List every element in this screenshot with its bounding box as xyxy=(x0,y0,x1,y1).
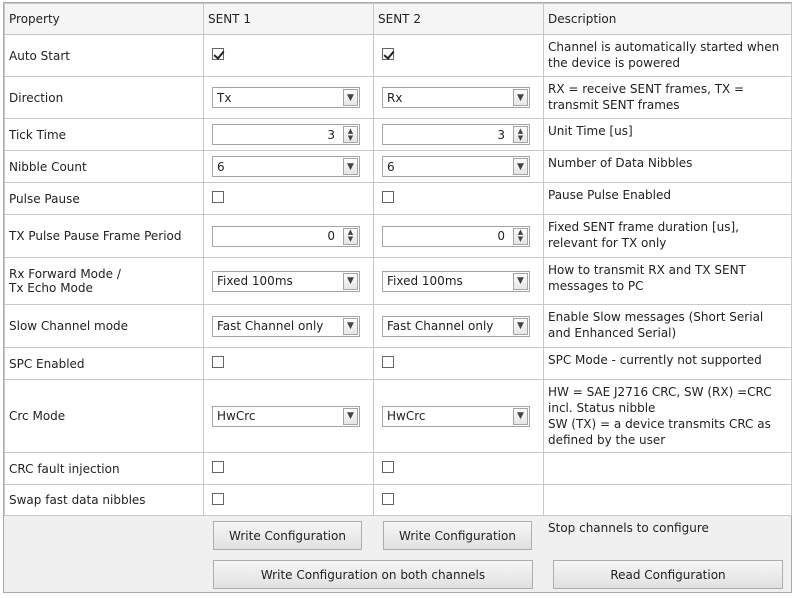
desc-pulse-pause: Pause Pulse Enabled xyxy=(544,183,792,215)
rx-forward-sent1-select[interactable]: Fixed 100ms ▼ xyxy=(212,271,360,292)
spc-enabled-sent2-checkbox[interactable] xyxy=(382,356,394,368)
desc-slow-channel: Enable Slow messages (Short Serial and Enhanced Serial) xyxy=(544,305,792,348)
row-rx-forward xyxy=(5,258,792,305)
config-table xyxy=(4,3,792,516)
row-spc-enabled xyxy=(5,348,792,380)
row-pulse-pause xyxy=(5,183,792,215)
spc-enabled-sent1-checkbox[interactable] xyxy=(212,356,224,368)
crc-mode-sent2-select[interactable]: HwCrc ▼ xyxy=(382,406,530,427)
slow-channel-sent2-select[interactable]: Fast Channel only ▼ xyxy=(382,316,530,337)
header-description: Description xyxy=(544,4,792,35)
crc-mode-sent1-select[interactable]: HwCrc ▼ xyxy=(212,406,360,427)
chevron-down-icon: ▼ xyxy=(343,89,358,106)
direction-sent1-select[interactable]: Tx ▼ xyxy=(212,87,360,108)
label-nibble-count: Nibble Count xyxy=(5,151,204,183)
spinner-arrows-icon[interactable]: ▲ ▼ xyxy=(343,228,358,245)
chevron-down-icon: ▼ xyxy=(513,89,528,106)
label-direction: Direction xyxy=(5,77,204,119)
header-sent1: SENT 1 xyxy=(204,4,374,35)
chevron-down-icon: ▼ xyxy=(343,408,358,425)
chevron-down-icon: ▼ xyxy=(513,408,528,425)
row-crc-mode xyxy=(5,380,792,453)
spinner-arrows-icon[interactable]: ▲ ▼ xyxy=(513,228,528,245)
desc-swap-nibbles xyxy=(544,485,792,516)
label-rx-forward: Rx Forward Mode / Tx Echo Mode xyxy=(5,258,204,305)
swap-nibbles-sent2-checkbox[interactable] xyxy=(382,493,394,505)
row-auto-start xyxy=(5,35,792,77)
row-tick-time xyxy=(5,119,792,151)
desc-spc-enabled: SPC Mode - currently not supported xyxy=(544,348,792,380)
spinner-arrows-icon[interactable]: ▲ ▼ xyxy=(343,126,358,143)
pulse-pause-sent1-checkbox[interactable] xyxy=(212,191,224,203)
read-config-button[interactable]: Read Configuration xyxy=(553,560,783,589)
tx-pulse-pause-sent1-spinner[interactable]: 0 ▲ ▼ xyxy=(212,226,360,247)
label-slow-channel: Slow Channel mode xyxy=(5,305,204,348)
chevron-down-icon: ▼ xyxy=(343,273,358,290)
label-pulse-pause: Pulse Pause xyxy=(5,183,204,215)
desc-auto-start: Channel is automatically started when the device is powered xyxy=(544,35,792,77)
rx-forward-sent2-select[interactable]: Fixed 100ms ▼ xyxy=(382,271,530,292)
auto-start-sent1-checkbox[interactable] xyxy=(212,48,224,60)
label-crc-mode: Crc Mode xyxy=(5,380,204,453)
row-tx-pulse-pause xyxy=(5,215,792,258)
desc-nibble-count: Number of Data Nibbles xyxy=(544,151,792,183)
desc-direction: RX = receive SENT frames, TX = transmit SENT frames xyxy=(544,77,792,119)
header-sent2: SENT 2 xyxy=(374,4,544,35)
slow-channel-sent1-select[interactable]: Fast Channel only ▼ xyxy=(212,316,360,337)
row-swap-nibbles xyxy=(5,485,792,516)
chevron-down-icon: ▼ xyxy=(343,318,358,335)
chevron-down-icon: ▼ xyxy=(513,273,528,290)
chevron-down-icon: ▼ xyxy=(513,318,528,335)
footer-panel xyxy=(4,516,791,592)
direction-sent2-select[interactable]: Rx ▼ xyxy=(382,87,530,108)
tick-time-sent1-spinner[interactable]: 3 ▲ ▼ xyxy=(212,124,360,145)
label-tick-time: Tick Time xyxy=(5,119,204,151)
chevron-down-icon: ▼ xyxy=(343,158,358,175)
spinner-arrows-icon[interactable]: ▲ ▼ xyxy=(513,126,528,143)
row-nibble-count xyxy=(5,151,792,183)
nibble-count-sent1-select[interactable]: 6 ▼ xyxy=(212,156,360,177)
write-both-button[interactable]: Write Configuration on both channels xyxy=(213,560,533,589)
label-swap-nibbles: Swap fast data nibbles xyxy=(5,485,204,516)
header-property: Property xyxy=(5,4,204,35)
tx-pulse-pause-sent2-spinner[interactable]: 0 ▲ ▼ xyxy=(382,226,530,247)
row-direction xyxy=(5,77,792,119)
desc-tick-time: Unit Time [us] xyxy=(544,119,792,151)
label-crc-fault: CRC fault injection xyxy=(5,453,204,485)
header-row xyxy=(5,4,792,35)
row-slow-channel xyxy=(5,305,792,348)
desc-crc-mode: HW = SAE J2716 CRC, SW (RX) =CRC incl. Status nibble SW (TX) = a device transmits CRC as defined by the user xyxy=(544,380,792,453)
label-auto-start: Auto Start xyxy=(5,35,204,77)
stop-channels-note: Stop channels to configure xyxy=(548,521,709,535)
label-spc-enabled: SPC Enabled xyxy=(5,348,204,380)
chevron-down-icon: ▼ xyxy=(513,158,528,175)
row-crc-fault xyxy=(5,453,792,485)
nibble-count-sent2-select[interactable]: 6 ▼ xyxy=(382,156,530,177)
pulse-pause-sent2-checkbox[interactable] xyxy=(382,191,394,203)
label-tx-pulse-pause: TX Pulse Pause Frame Period xyxy=(5,215,204,258)
tick-time-sent2-spinner[interactable]: 3 ▲ ▼ xyxy=(382,124,530,145)
write-config-sent1-button[interactable]: Write Configuration xyxy=(213,521,362,550)
write-config-sent2-button[interactable]: Write Configuration xyxy=(383,521,532,550)
auto-start-sent2-checkbox[interactable] xyxy=(382,48,394,60)
swap-nibbles-sent1-checkbox[interactable] xyxy=(212,493,224,505)
crc-fault-sent1-checkbox[interactable] xyxy=(212,461,224,473)
desc-crc-fault xyxy=(544,453,792,485)
crc-fault-sent2-checkbox[interactable] xyxy=(382,461,394,473)
desc-rx-forward: How to transmit RX and TX SENT messages to PC xyxy=(544,258,792,305)
desc-tx-pulse-pause: Fixed SENT frame duration [us], relevant for TX only xyxy=(544,215,792,258)
